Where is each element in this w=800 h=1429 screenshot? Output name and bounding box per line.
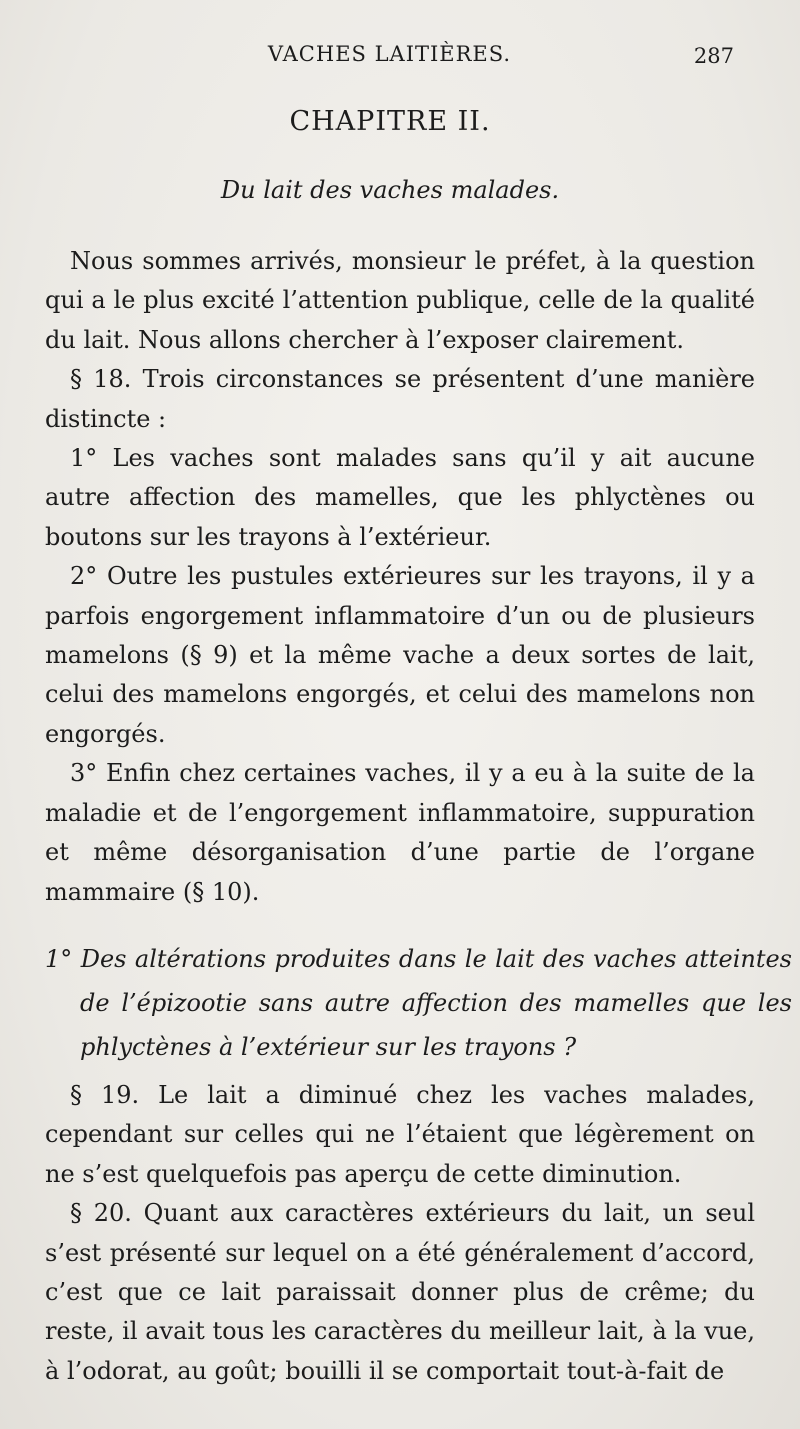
chapter-title: CHAPITRE II. [289, 106, 491, 137]
body-text-block [45, 1076, 755, 1391]
running-head [45, 38, 734, 78]
paragraph: § 20. Quant aux caractères extérieurs du lait, un seul s’est présenté sur lequel on a été généralement d’accord, c’est que ce lait paraissait donner plus de crême; du reste, il avait tous les caractères du meilleur lait, à la vue, à l’odorat, au goût; bouilli il se comportait tout-à-fait de [45, 1199, 755, 1385]
paragraph: Nous sommes arrivés, monsieur le préfet, à la question qui a le plus excité l’attention publique, celle de la qualité du lait. Nous allons chercher à l’exposer clairement. [45, 247, 755, 354]
paragraph: 2° Outre les pustules extérieures sur les trayons, il y a parfois engorgement inflammatoire d’un ou de plusieurs mamelons (§ 9) et la même vache a deux sortes de lait, celui des mamelons engorgés, et celui des mamelons non engorgés. [45, 562, 755, 748]
section-heading: 1° Des altérations produites dans le lait des vaches atteintes de l’épizootie sans autre affection des mamelles que les phlyctènes à l’extérieur sur les trayons ? [45, 945, 792, 1061]
chapter-subtitle: Du lait des vaches malades. [220, 176, 560, 204]
running-title: VACHES LAITIÈRES. [267, 42, 512, 66]
paragraph: § 19. Le lait a diminué chez les vaches malades, cependant sur celles qui ne l’étaient que légèrement on ne s’est quelquefois pas aperçu de cette diminution. [45, 1081, 755, 1188]
body-text-block [45, 242, 755, 912]
page-number: 287 [693, 44, 734, 68]
paragraph: 3° Enfin chez certaines vaches, il y a eu à la suite de la maladie et de l’engorgement inflammatoire, suppuration et même désorganisation d’une partie de l’organe mammaire (§ 10). [45, 759, 755, 906]
paragraph: § 18. Trois circonstances se présentent d’une manière distincte : [45, 365, 755, 433]
paragraph: 1° Les vaches sont malades sans qu’il y ait aucune autre affection des mamelles, que les phlyctènes ou boutons sur les trayons à l’extérieur. [45, 444, 755, 551]
